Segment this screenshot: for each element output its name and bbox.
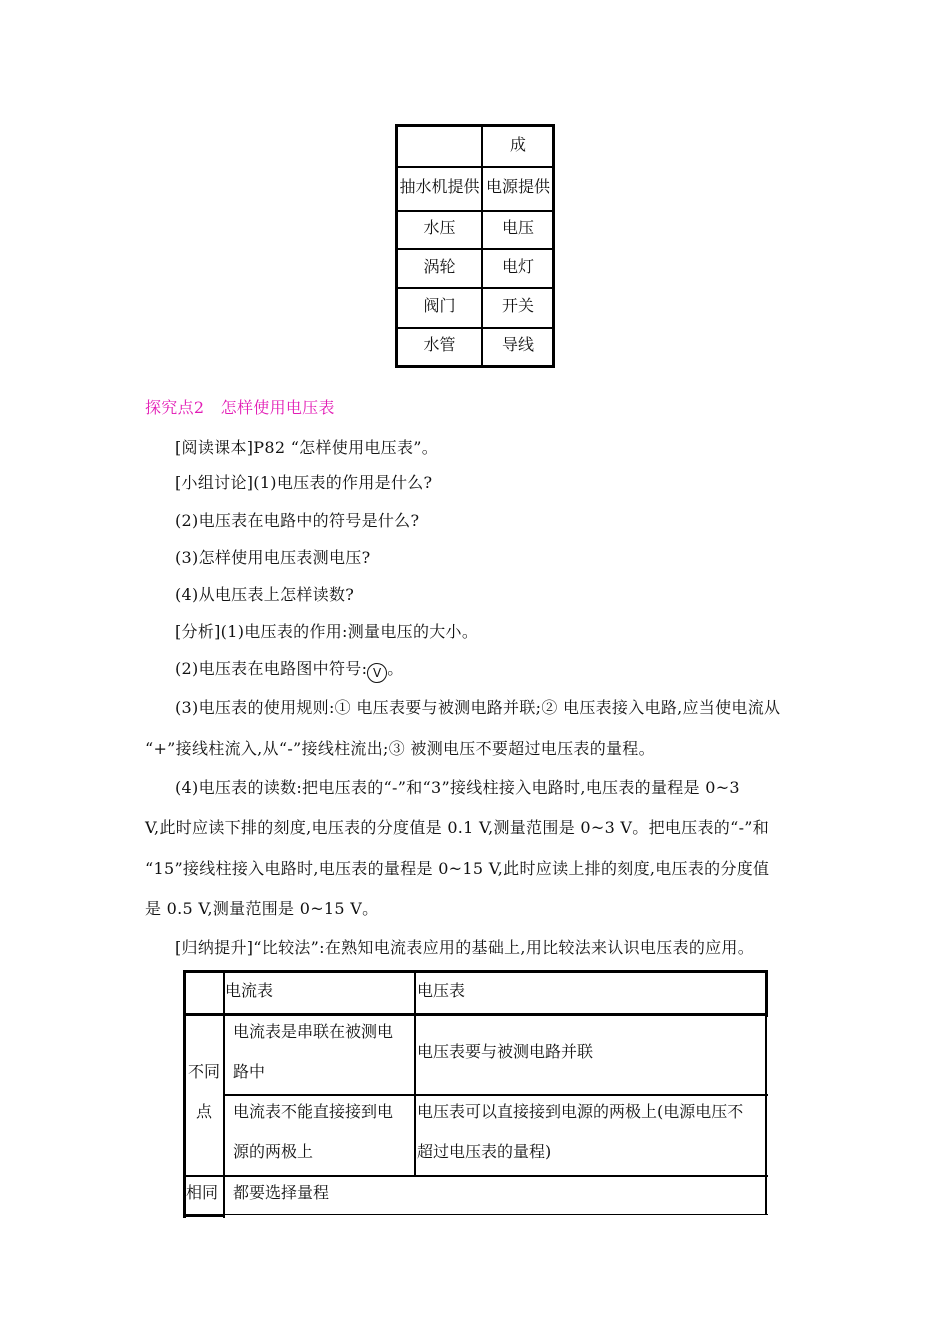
table-cell: 电灯 — [501, 257, 534, 276]
paragraph-line: [阅读课本]P82 “怎样使用电压表”。 — [175, 438, 439, 457]
table-cell: 路中 — [233, 1062, 266, 1081]
section-heading: 探究点2 怎样使用电压表 — [145, 398, 335, 417]
paragraph-line: [小组讨论](1)电压表的作用是什么? — [175, 473, 433, 492]
diff-label: 不同 — [188, 1062, 221, 1081]
paragraph-line: (3)怎样使用电压表测电压? — [175, 548, 371, 567]
table-cell: 开关 — [501, 296, 534, 315]
table-cell: 都要选择量程 — [233, 1183, 330, 1202]
table-cell: 电流表不能直接接到电 — [233, 1102, 394, 1121]
table-border — [183, 1214, 225, 1217]
header-current-meter: 电流表 — [225, 981, 274, 1000]
diff-label: 点 — [196, 1102, 213, 1121]
table-cell: 水压 — [423, 218, 456, 237]
paragraph-line: V,此时应读下排的刻度,电压表的分度值是 0.1 V,测量范围是 0~3 V。把电压表的“-”和 — [145, 818, 770, 837]
table-cell: 抽水机提供 — [399, 177, 480, 196]
table-cell: 超过电压表的量程) — [417, 1142, 552, 1161]
table-divider — [398, 210, 552, 212]
comparison-table — [183, 970, 768, 1218]
table-border — [765, 970, 768, 1017]
table-cell: 导线 — [501, 335, 534, 354]
voltmeter-symbol-letter: V — [373, 666, 382, 680]
paragraph-line: (4)从电压表上怎样读数? — [175, 585, 355, 604]
table-cell: 涡轮 — [423, 257, 456, 276]
paragraph-line: (4)电压表的读数:把电压表的“-”和“3”接线柱接入电路时,电压表的量程是 0~3 — [175, 778, 740, 797]
table-border — [183, 970, 768, 973]
table-divider — [398, 287, 552, 289]
paragraph-line: 是 0.5 V,测量范围是 0~15 V。 — [145, 899, 379, 918]
voltmeter-symbol-icon — [367, 663, 387, 683]
analogy-table — [395, 124, 555, 368]
table-divider — [414, 970, 416, 1176]
table-divider — [398, 248, 552, 250]
table-divider — [223, 1094, 768, 1096]
header-voltage-meter: 电压表 — [417, 981, 466, 1000]
table-header-cell: 成 — [509, 135, 526, 154]
table-cell: 电源提供 — [485, 177, 550, 196]
table-border — [765, 1014, 767, 1214]
table-divider — [481, 127, 483, 365]
paragraph-line: (3)电压表的使用规则:① 电压表要与被测电路并联;② 电压表接入电路,应当使电流从 — [175, 698, 781, 717]
table-divider — [398, 327, 552, 329]
table-cell: 电压 — [501, 218, 534, 237]
paragraph-line: “+”接线柱流入,从“-”接线柱流出;③ 被测电压不要超过电压表的量程。 — [145, 739, 655, 758]
table-divider — [398, 166, 552, 168]
table-border — [183, 970, 186, 1218]
table-divider — [183, 1175, 768, 1177]
table-cell: 电流表是串联在被测电 — [233, 1022, 394, 1041]
paragraph-line: [归纳提升]“比较法”:在熟知电流表应用的基础上,用比较法来认识电压表的应用。 — [175, 938, 755, 957]
paragraph-line: (2)电压表在电路中的符号是什么? — [175, 511, 420, 530]
paragraph-line: “15”接线柱接入电路时,电压表的量程是 0~15 V,此时应读上排的刻度,电压表的分度值 — [145, 859, 770, 878]
paragraph-text: (2)电压表在电路图中符号: — [175, 659, 368, 678]
table-divider — [183, 1013, 768, 1016]
table-cell: 水管 — [423, 335, 456, 354]
table-cell: 电压表要与被测电路并联 — [417, 1042, 594, 1061]
table-border — [223, 1214, 768, 1215]
table-cell: 源的两极上 — [233, 1142, 314, 1161]
paragraph-line: [分析](1)电压表的作用:测量电压的大小。 — [175, 622, 479, 641]
table-cell: 电压表可以直接接到电源的两极上(电源电压不 — [417, 1102, 744, 1121]
table-cell: 阀门 — [423, 296, 456, 315]
same-label: 相同 — [186, 1183, 219, 1202]
symbol-line — [175, 659, 404, 683]
symbol-suffix: 。 — [387, 659, 404, 678]
